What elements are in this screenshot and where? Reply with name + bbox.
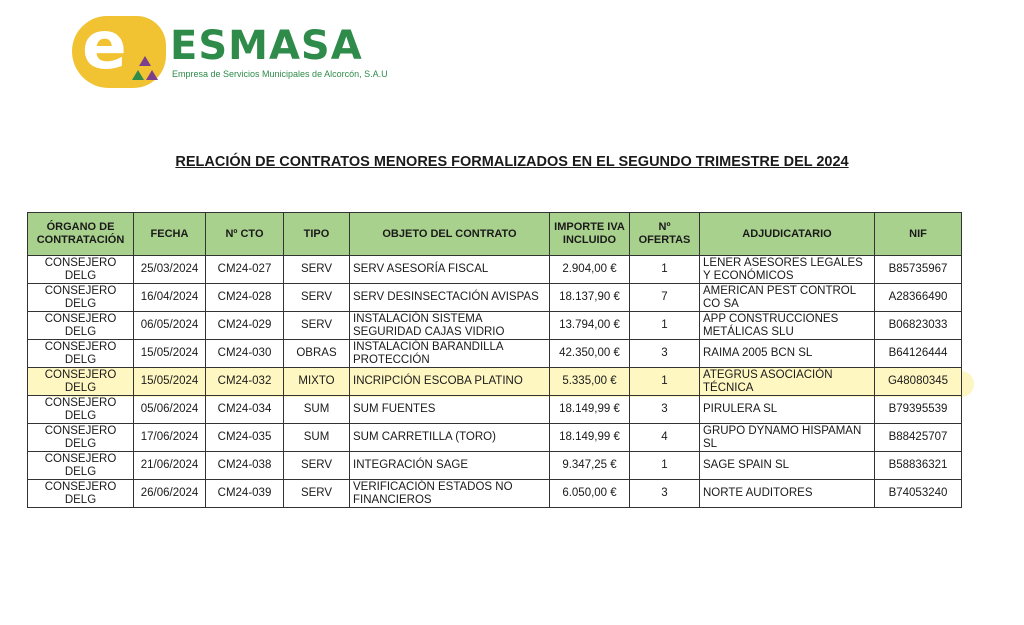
cell-nif: B88425707 [875, 424, 962, 452]
cell-ofertas: 4 [630, 424, 700, 452]
table-row [28, 480, 962, 508]
cell-tipo: OBRAS [284, 340, 350, 368]
cell-tipo: SERV [284, 312, 350, 340]
cell-ofertas: 3 [630, 396, 700, 424]
cell-fecha: 15/05/2024 [134, 340, 206, 368]
cell-fecha: 26/06/2024 [134, 480, 206, 508]
cell-objeto: SERV ASESORÍA FISCAL [350, 256, 550, 284]
cell-importe: 18.137,90 € [550, 284, 630, 312]
cell-fecha: 17/06/2024 [134, 424, 206, 452]
col-header-ofertas: Nº OFERTAS [630, 213, 700, 256]
cell-ofertas: 3 [630, 340, 700, 368]
col-header-nif: NIF [875, 213, 962, 256]
cell-numero: CM24-038 [206, 452, 284, 480]
cell-adjudicatario: APP CONSTRUCCIONES METÁLICAS SLU [700, 312, 875, 340]
cell-numero: CM24-034 [206, 396, 284, 424]
table-row [28, 256, 962, 284]
cell-numero: CM24-032 [206, 368, 284, 396]
cell-tipo: SUM [284, 396, 350, 424]
cell-importe: 5.335,00 € [550, 368, 630, 396]
cell-ofertas: 1 [630, 368, 700, 396]
cell-tipo: SUM [284, 424, 350, 452]
cell-organo: CONSEJERO DELG [28, 452, 134, 480]
recycle-icon [128, 54, 162, 84]
cell-nif: B85735967 [875, 256, 962, 284]
col-header-importe: IMPORTE IVA INCLUIDO [550, 213, 630, 256]
cell-objeto: INTEGRACIÓN SAGE [350, 452, 550, 480]
cell-tipo: MIXTO [284, 368, 350, 396]
cell-numero: CM24-030 [206, 340, 284, 368]
table-row [28, 396, 962, 424]
contracts-table [27, 212, 962, 508]
cell-ofertas: 7 [630, 284, 700, 312]
cell-importe: 18.149,99 € [550, 424, 630, 452]
cell-adjudicatario: RAIMA 2005 BCN SL [700, 340, 875, 368]
cell-fecha: 21/06/2024 [134, 452, 206, 480]
cell-objeto: SUM CARRETILLA (TORO) [350, 424, 550, 452]
page-title: RELACIÓN DE CONTRATOS MENORES FORMALIZADOS EN EL SEGUNDO TRIMESTRE DEL 2024 [175, 154, 849, 170]
logo-subtitle: Empresa de Servicios Municipales de Alcorcón, S.A.U [172, 69, 388, 79]
cell-numero: CM24-029 [206, 312, 284, 340]
cell-fecha: 15/05/2024 [134, 368, 206, 396]
cell-nif: B58836321 [875, 452, 962, 480]
cell-organo: CONSEJERO DELG [28, 424, 134, 452]
cell-nif: B74053240 [875, 480, 962, 508]
cell-fecha: 25/03/2024 [134, 256, 206, 284]
col-header-numero: Nº CTO [206, 213, 284, 256]
cell-nif: B79395539 [875, 396, 962, 424]
cell-fecha: 06/05/2024 [134, 312, 206, 340]
cell-importe: 2.904,00 € [550, 256, 630, 284]
cell-objeto: VERIFICACIÓN ESTADOS NO FINANCIEROS [350, 480, 550, 508]
cell-adjudicatario: PIRULERA SL [700, 396, 875, 424]
cell-organo: CONSEJERO DELG [28, 256, 134, 284]
cell-adjudicatario: SAGE SPAIN SL [700, 452, 875, 480]
cell-numero: CM24-035 [206, 424, 284, 452]
cell-nif: G48080345 [875, 368, 962, 396]
table-row [28, 284, 962, 312]
cell-tipo: SERV [284, 256, 350, 284]
cell-ofertas: 1 [630, 256, 700, 284]
cell-importe: 9.347,25 € [550, 452, 630, 480]
cell-organo: CONSEJERO DELG [28, 480, 134, 508]
table-row [28, 368, 962, 396]
cell-importe: 6.050,00 € [550, 480, 630, 508]
cell-organo: CONSEJERO DELG [28, 284, 134, 312]
company-logo [72, 7, 392, 90]
cell-adjudicatario: GRUPO DYNAMO HISPAMAN SL [700, 424, 875, 452]
cell-tipo: SERV [284, 284, 350, 312]
col-header-organo: ÓRGANO DE CONTRATACIÓN [28, 213, 134, 256]
cell-nif: A28366490 [875, 284, 962, 312]
col-header-fecha: FECHA [134, 213, 206, 256]
col-header-adjudicatario: ADJUDICATARIO [700, 213, 875, 256]
col-header-tipo: TIPO [284, 213, 350, 256]
cell-organo: CONSEJERO DELG [28, 368, 134, 396]
cell-importe: 42.350,00 € [550, 340, 630, 368]
cell-nif: B64126444 [875, 340, 962, 368]
cell-tipo: SERV [284, 480, 350, 508]
cell-numero: CM24-028 [206, 284, 284, 312]
cell-adjudicatario: ATEGRUS ASOCIACIÓN TÉCNICA [700, 368, 875, 396]
cell-organo: CONSEJERO DELG [28, 340, 134, 368]
cell-organo: CONSEJERO DELG [28, 312, 134, 340]
cell-importe: 18.149,99 € [550, 396, 630, 424]
cell-adjudicatario: AMERICAN PEST CONTROL CO SA [700, 284, 875, 312]
cell-importe: 13.794,00 € [550, 312, 630, 340]
cell-objeto: INCRIPCIÓN ESCOBA PLATINO [350, 368, 550, 396]
cell-objeto: SERV DESINSECTACIÓN AVISPAS [350, 284, 550, 312]
cell-objeto: INSTALACIÓN SISTEMA SEGURIDAD CAJAS VIDRIO [350, 312, 550, 340]
cell-nif: B06823033 [875, 312, 962, 340]
cell-organo: CONSEJERO DELG [28, 396, 134, 424]
cell-adjudicatario: LENER ASESORES LEGALES Y ECONÓMICOS [700, 256, 875, 284]
cell-ofertas: 1 [630, 312, 700, 340]
table-row [28, 452, 962, 480]
cell-tipo: SERV [284, 452, 350, 480]
logo-e-mark: e [72, 16, 166, 88]
cell-objeto: SUM FUENTES [350, 396, 550, 424]
logo-name: ESMASA [170, 23, 363, 69]
cell-fecha: 16/04/2024 [134, 284, 206, 312]
cell-ofertas: 1 [630, 452, 700, 480]
table-header-row [28, 213, 962, 256]
table-row [28, 424, 962, 452]
cell-ofertas: 3 [630, 480, 700, 508]
table-row [28, 312, 962, 340]
col-header-objeto: OBJETO DEL CONTRATO [350, 213, 550, 256]
cell-adjudicatario: NORTE AUDITORES [700, 480, 875, 508]
cell-numero: CM24-027 [206, 256, 284, 284]
table-row [28, 340, 962, 368]
cell-fecha: 05/06/2024 [134, 396, 206, 424]
cell-objeto: INSTALACIÓN BARANDILLA PROTECCIÓN [350, 340, 550, 368]
cell-numero: CM24-039 [206, 480, 284, 508]
